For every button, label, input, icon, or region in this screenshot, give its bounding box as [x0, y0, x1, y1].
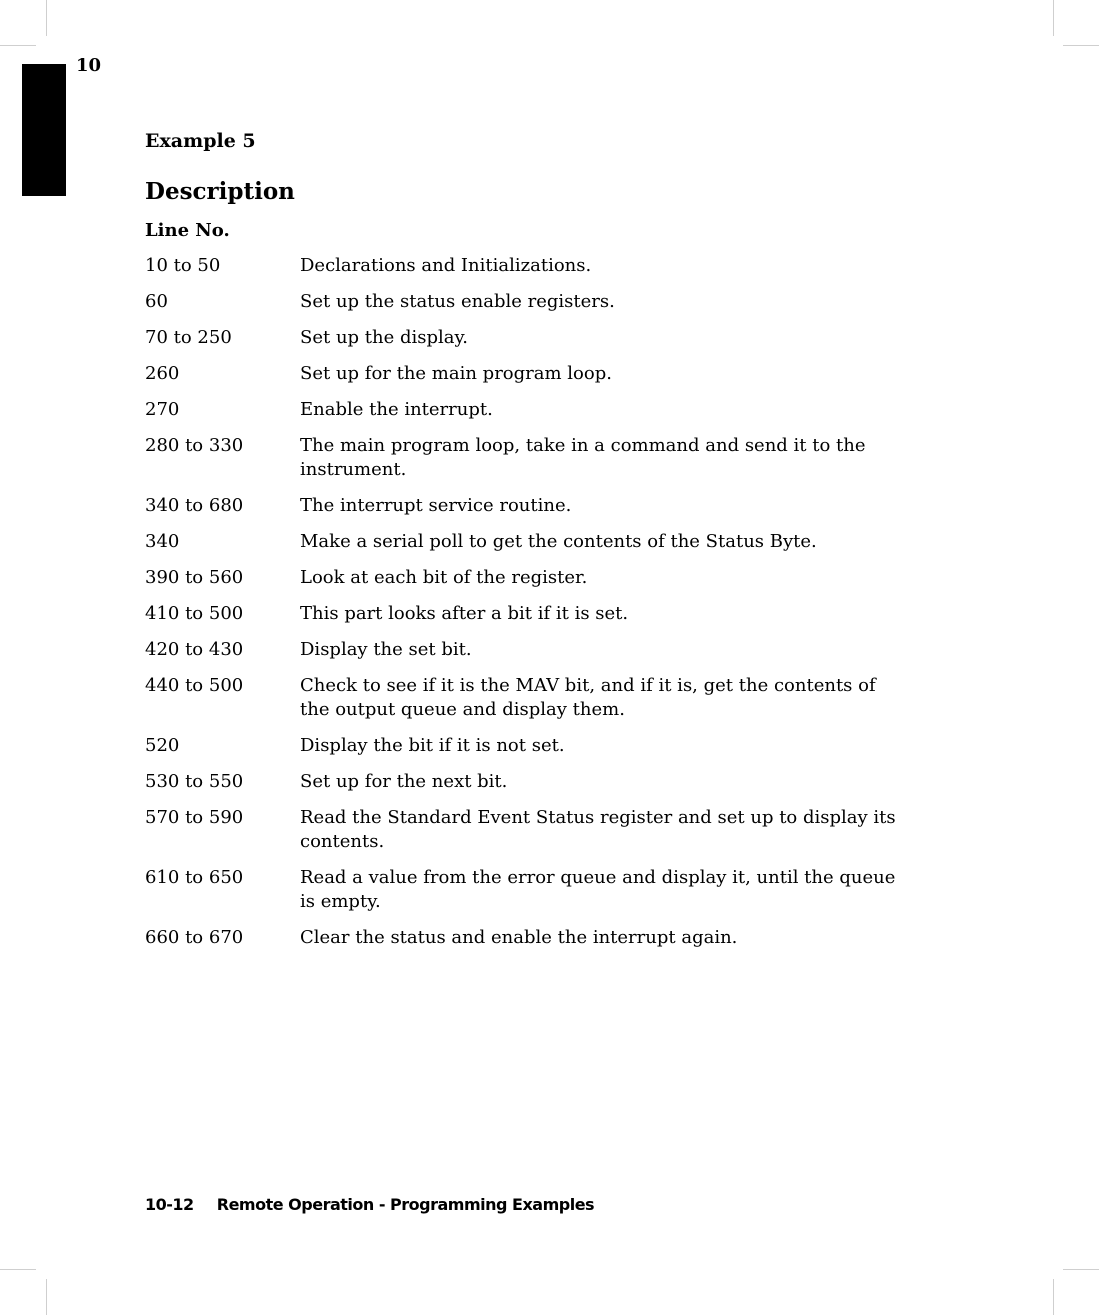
line-number-range: 660 to 670: [145, 927, 244, 948]
line-description: Read the Standard Event Status register and set up to display its contents.: [300, 807, 896, 852]
description-row: [145, 326, 925, 350]
description-row: [145, 866, 925, 914]
line-number-range: 340 to 680: [145, 495, 244, 516]
line-description: Display the set bit.: [300, 639, 472, 660]
line-description: Display the bit if it is not set.: [300, 735, 565, 756]
line-number-range: 410 to 500: [145, 603, 244, 624]
description-row: [145, 362, 925, 386]
line-number-range: 70 to 250: [145, 327, 232, 348]
line-description: Clear the status and enable the interrupt again.: [300, 927, 738, 948]
line-number-range: 280 to 330: [145, 435, 244, 456]
line-number-range: 520: [145, 735, 180, 756]
line-number-range: 340: [145, 531, 180, 552]
description-row: [145, 290, 925, 314]
line-number-range: 390 to 560: [145, 567, 244, 588]
line-description: Set up for the next bit.: [300, 771, 508, 792]
example-title: Example 5: [145, 130, 256, 152]
line-description: Look at each bit of the register.: [300, 567, 588, 588]
crop-mark: [46, 1279, 47, 1315]
line-description: The main program loop, take in a command and send it to the instrument.: [300, 435, 866, 480]
running-title: Remote Operation - Programming Examples: [216, 1195, 595, 1214]
crop-mark: [0, 1269, 36, 1270]
description-row: [145, 674, 925, 722]
line-description: The interrupt service routine.: [300, 495, 572, 516]
description-row: [145, 494, 925, 518]
section-title: Description: [145, 178, 295, 205]
crop-mark: [1053, 0, 1054, 36]
description-row: [145, 254, 925, 278]
line-description: Declarations and Initializations.: [300, 255, 592, 276]
line-description: Make a serial poll to get the contents of the Status Byte.: [300, 531, 817, 552]
line-number-range: 530 to 550: [145, 771, 244, 792]
description-row: [145, 602, 925, 626]
line-number-range: 10 to 50: [145, 255, 221, 276]
description-row: [145, 530, 925, 554]
line-number-range: 570 to 590: [145, 807, 244, 828]
description-row: [145, 638, 925, 662]
chapter-tab-marker: [22, 64, 66, 196]
line-description: Enable the interrupt.: [300, 399, 493, 420]
line-number-range: 420 to 430: [145, 639, 244, 660]
line-description: Read a value from the error queue and display it, until the queue is empty.: [300, 867, 896, 912]
line-description: Set up the display.: [300, 327, 469, 348]
description-row: [145, 566, 925, 590]
crop-mark: [0, 45, 36, 46]
crop-mark: [1063, 45, 1099, 46]
crop-mark: [1063, 1269, 1099, 1270]
line-no-header: Line No.: [145, 220, 230, 241]
description-row: [145, 806, 925, 854]
chapter-number: 10: [76, 55, 102, 76]
line-description-list: [145, 254, 925, 962]
crop-mark: [1053, 1279, 1054, 1315]
page-number: 10-12: [145, 1195, 194, 1214]
line-number-range: 60: [145, 291, 168, 312]
line-number-range: 260: [145, 363, 180, 384]
line-number-range: 270: [145, 399, 180, 420]
description-row: [145, 926, 925, 950]
line-description: Set up the status enable registers.: [300, 291, 615, 312]
crop-mark: [46, 0, 47, 36]
line-description: Set up for the main program loop.: [300, 363, 612, 384]
line-description: Check to see if it is the MAV bit, and if it is, get the contents of the output queue and display them.: [300, 675, 876, 720]
description-row: [145, 398, 925, 422]
description-row: [145, 434, 925, 482]
page-footer: [145, 1193, 594, 1217]
description-row: [145, 770, 925, 794]
line-number-range: 440 to 500: [145, 675, 244, 696]
line-description: This part looks after a bit if it is set.: [300, 603, 629, 624]
description-row: [145, 734, 925, 758]
line-number-range: 610 to 650: [145, 867, 244, 888]
